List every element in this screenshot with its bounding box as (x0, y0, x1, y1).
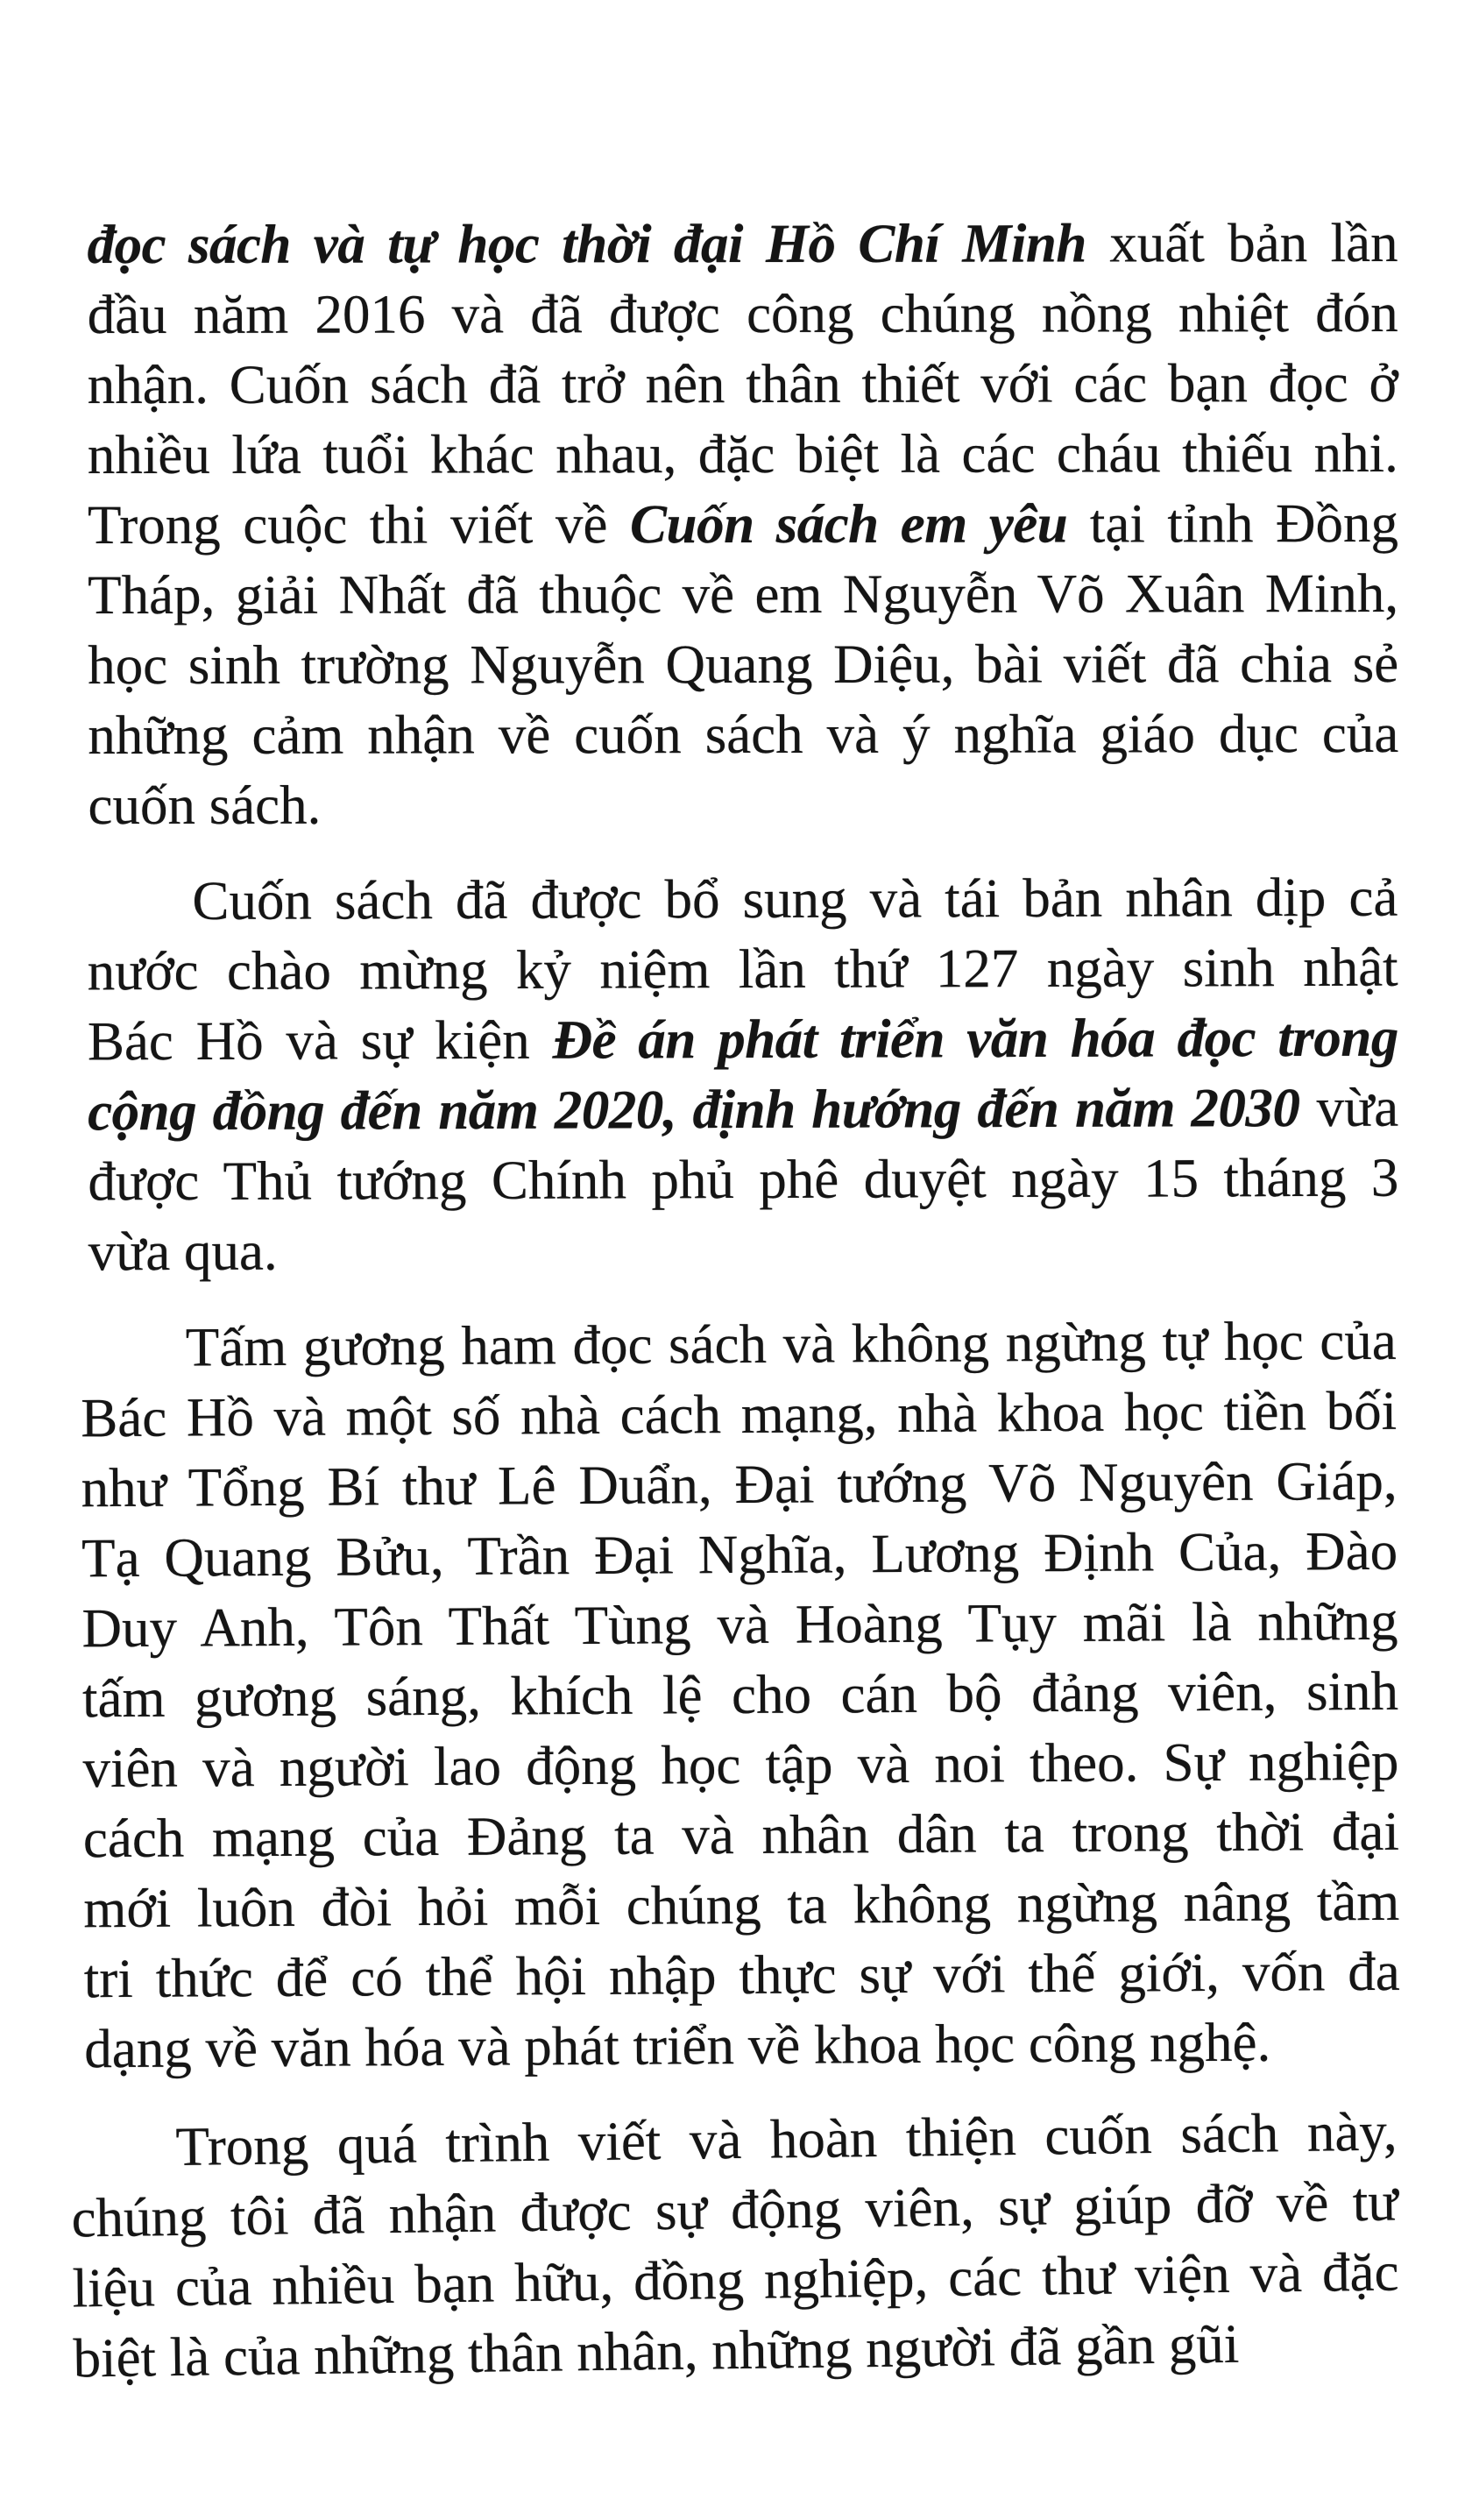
text-run: như Tổng Bí thư Lê Duẩn, Đại tướng Võ Nguyên Giáp, (81, 1449, 1398, 1519)
text-line (88, 418, 1398, 490)
text-run: Trong quá trình viết và hoàn thiện cuốn sách này, (175, 2100, 1398, 2178)
text-line (88, 1213, 1399, 1287)
emphasis-run: cộng đồng đến năm 2020, định hướng đến năm 2030 (88, 1077, 1300, 1143)
paragraph (87, 862, 1399, 1287)
text-run: đầu năm 2016 và đã được công chúng nồng nhiệt đón (87, 281, 1398, 346)
text-line (88, 488, 1398, 560)
text-run: những cảm nhận về cuốn sách và ý nghĩa giáo dục của (88, 702, 1399, 767)
text-run: vừa qua. (88, 1220, 278, 1283)
paragraph (81, 1306, 1401, 2084)
text-run: Bác Hồ và một số nhà cách mạng, nhà khoa học tiền bối (81, 1379, 1398, 1449)
text-run: tại tỉnh Đồng (1067, 492, 1399, 555)
text-run: dạng về văn hóa và phát triển về khoa học công nghệ. (84, 2011, 1271, 2080)
emphasis-run: đọc sách và tự học thời đại Hồ Chí Minh (87, 212, 1086, 276)
text-run: Bác Hồ và sự kiện (87, 1009, 553, 1072)
text-line (83, 1866, 1399, 1943)
text-run: mới luôn đòi hỏi mỗi chúng ta không ngừng nâng tầm (83, 1870, 1400, 1940)
text-line (87, 208, 1398, 280)
text-line (82, 1656, 1398, 1733)
text-line (88, 698, 1398, 770)
page-text (71, 209, 1400, 2389)
text-run: nước chào mừng kỷ niệm lần thứ 127 ngày sinh nhật (87, 936, 1398, 1002)
text-run: cách mạng của Đảng ta và nhân dân ta trong thời đại (82, 1800, 1400, 1870)
text-run: Cuốn sách đã được bổ sung và tái bản nhân dịp cả (192, 866, 1398, 931)
text-line (81, 1306, 1397, 1383)
text-line (88, 1072, 1398, 1147)
text-run: Tạ Quang Bửu, Trần Đại Nghĩa, Lương Định Của, Đào (81, 1519, 1398, 1589)
text-line (83, 1796, 1399, 1873)
text-run: Tháp, giải Nhất đã thuộc về em Nguyễn Võ Xuân Minh, (88, 562, 1399, 626)
text-run: được Thủ tướng Chính phủ phê duyệt ngày 15 tháng 3 (88, 1146, 1399, 1213)
text-line (88, 1143, 1398, 1217)
text-line (88, 628, 1398, 700)
text-line (84, 2007, 1400, 2084)
text-line (88, 278, 1398, 350)
text-line (81, 1516, 1398, 1593)
text-line (87, 862, 1398, 937)
text-run: nhận. Cuốn sách đã trở nên thân thiết với các bạn đọc ở (87, 351, 1398, 416)
text-run: viên và người lao động học tập và noi theo. Sự nghiệp (82, 1730, 1399, 1800)
text-run: biệt là của những thân nhân, những người đã gần gũi (73, 2312, 1240, 2389)
text-line (81, 1446, 1397, 1523)
text-run: Duy Anh, Tôn Thất Tùng và Hoàng Tụy mãi là những (81, 1589, 1398, 1660)
text-line (88, 932, 1398, 1007)
text-line (82, 1726, 1398, 1803)
text-run: xuất bản lần (1086, 211, 1398, 274)
emphasis-run: Cuốn sách em yêu (629, 492, 1068, 556)
emphasis-run: Đề án phát triển văn hóa đọc trong (552, 1006, 1398, 1071)
text-line (81, 1376, 1397, 1453)
text-run: tấm gương sáng, khích lệ cho cán bộ đảng viên, sinh (81, 1660, 1399, 1730)
text-line (88, 348, 1398, 420)
text-run: Trong cuộc thi viết về (87, 493, 631, 556)
text-run: liệu của nhiều bạn hữu, đồng nghiệp, các thư viện và đặc (72, 2240, 1399, 2319)
text-run: tri thức để có thể hội nhập thực sự với thế giới, vốn đa (83, 1940, 1400, 2010)
text-run: học sinh trường Nguyễn Quang Diệu, bài viết đã chia sẻ (88, 632, 1399, 697)
paragraph (87, 208, 1398, 840)
text-run: vừa (1299, 1076, 1399, 1139)
text-line (84, 1936, 1400, 2014)
text-run: chúng tôi đã nhận được sự động viên, sự giúp đỡ về tư (71, 2170, 1398, 2249)
text-run: nhiều lứa tuổi khác nhau, đặc biệt là các cháu thiếu nhi. (87, 421, 1398, 486)
text-run: cuốn sách. (88, 774, 322, 837)
text-line (88, 558, 1398, 630)
paragraph (70, 2097, 1400, 2394)
text-line (81, 1586, 1398, 1663)
text-line (88, 768, 1398, 840)
text-line (88, 1002, 1398, 1077)
text-run: Tấm gương ham đọc sách và không ngừng tự học của (185, 1309, 1397, 1378)
